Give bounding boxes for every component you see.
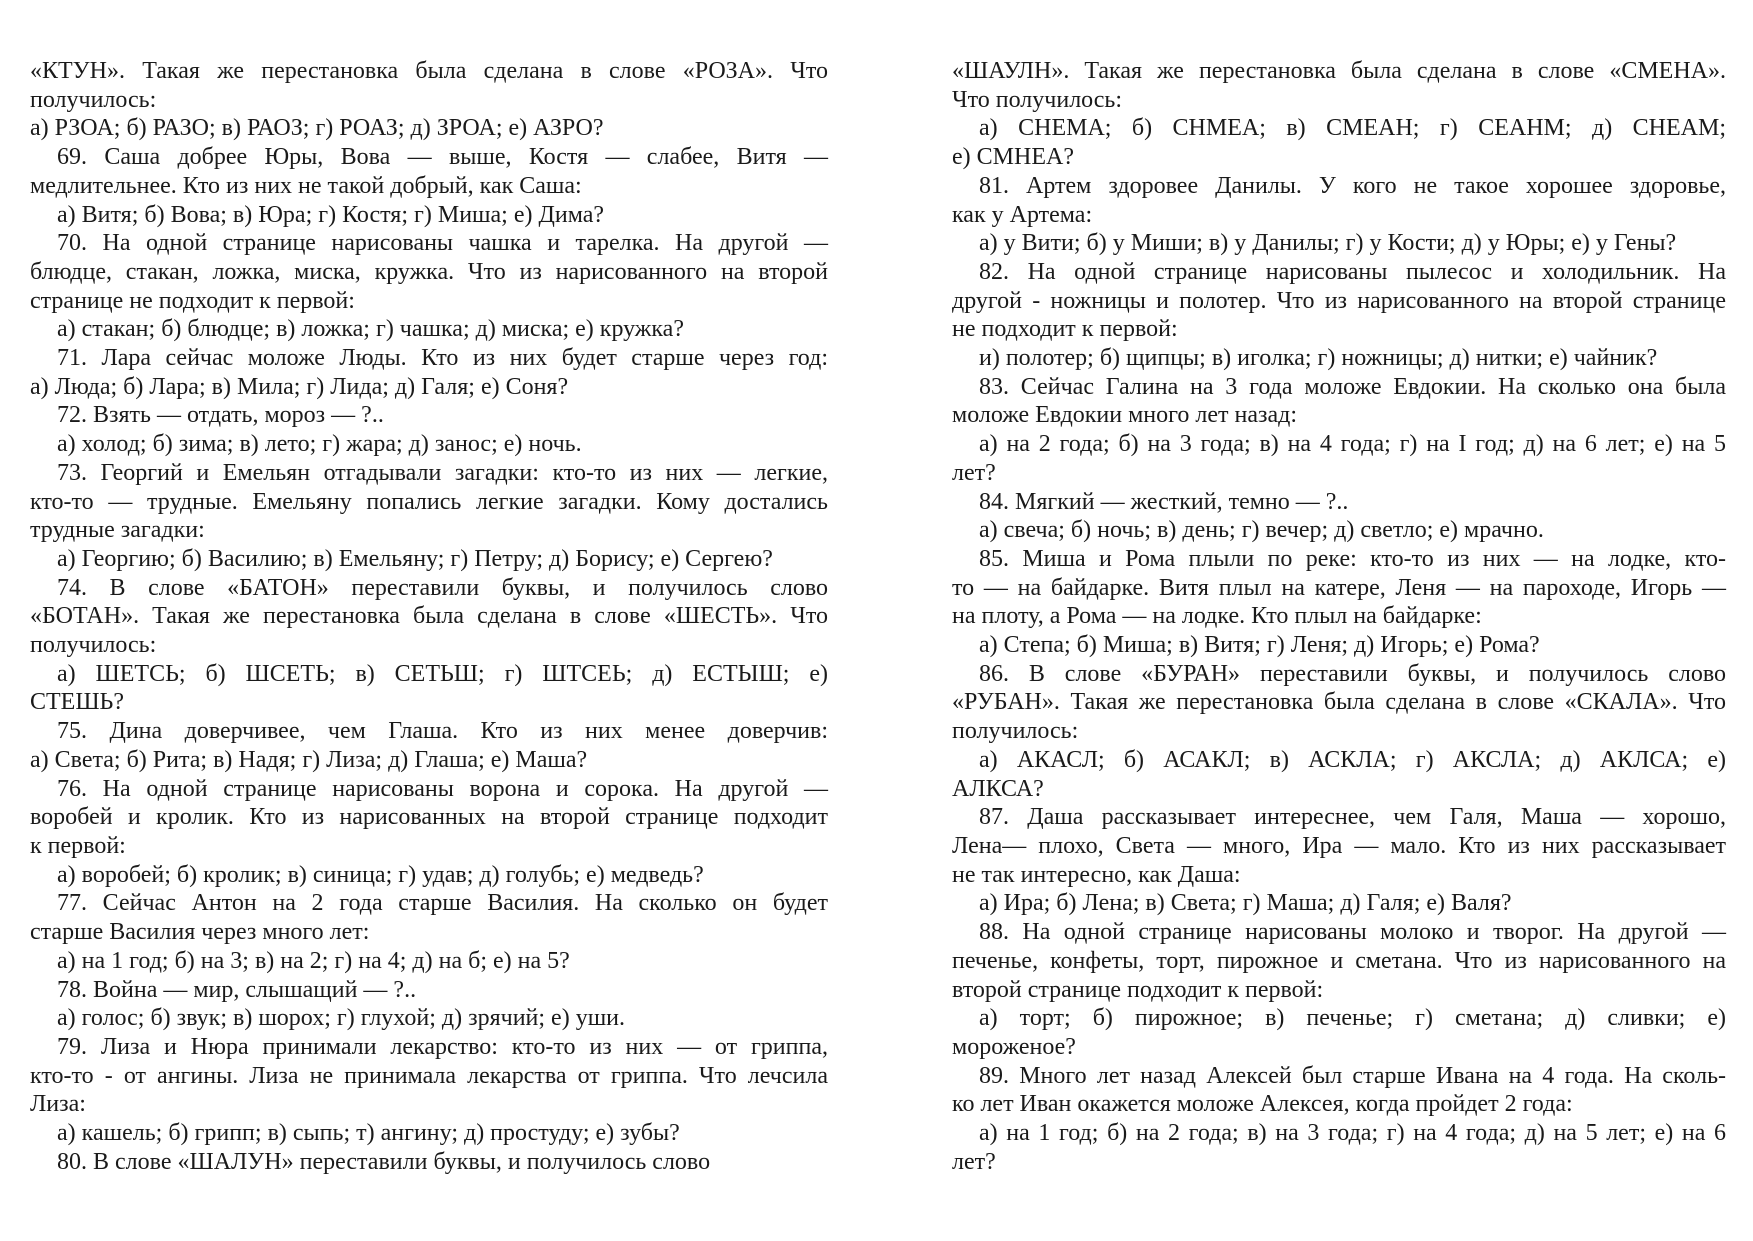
answer-options-a69 <box>30 201 828 230</box>
text-line: 83. Сейчас Галина на 3 года моложе Евдокии. На сколько она была <box>979 373 1726 400</box>
text-line: Что получилось: <box>952 86 1123 113</box>
text-line: 85. Миша и Рома плыли по реке: кто-то из них — на лодке, кто- <box>979 545 1726 572</box>
answer-options-a68 <box>30 114 828 143</box>
answer-options-a77 <box>30 947 828 976</box>
question-q78 <box>30 976 828 1005</box>
text-line: 89. Много лет назад Алексей был старше Ивана на 4 года. На сколь- <box>979 1062 1726 1089</box>
question-q74 <box>30 574 828 660</box>
text-line: 75. Дина доверчивее, чем Глаша. Кто из них менее доверчив: <box>57 718 828 745</box>
text-line: а) холод; б) зима; в) лето; г) жара; д) занос; е) ночь. <box>57 431 582 458</box>
text-line: лет? <box>952 1148 996 1175</box>
answer-options-a89 <box>952 1119 1726 1176</box>
text-line: на плоту, а Рома — на лодке. Кто плыл на байдарке: <box>952 603 1482 630</box>
text-line: а) на 1 год; б) на 2 года; в) на 3 года; г) на 4 года; д) на 5 лет; е) на 6 <box>979 1120 1726 1147</box>
question-q76 <box>30 775 828 861</box>
text-line: а) кашель; б) грипп; в) сыпь; т) ангину; д) простуду; е) зубы? <box>57 1120 680 1147</box>
text-line: «ШАУЛН». Такая же перестановка была сделана в слове «СМЕНА». <box>952 58 1726 84</box>
answer-options-a86 <box>952 746 1726 803</box>
text-line: второй странице подходит к первой: <box>952 976 1324 1003</box>
text-line: а) Георгию; б) Василию; в) Емельяну; г) Петру; д) Борису; е) Сергею? <box>57 545 773 572</box>
text-line: 74. В слове «БАТОН» переставили буквы, и получилось слово <box>57 574 828 601</box>
text-line: воробей и кролик. Кто из нарисованных на второй странице подходит <box>30 804 828 831</box>
answer-options-a70 <box>30 315 828 344</box>
text-line: ко лет Иван окажется моложе Алексея, когда пройдет 2 года: <box>952 1091 1573 1118</box>
text-line: печенье, конфеты, торт, пирожное и сметана. Что из нарисованного на <box>952 947 1726 974</box>
answer-options-a81 <box>952 229 1726 258</box>
text-line: а) Люда; б) Лара; в) Мила; г) Лида; д) Галя; е) Соня? <box>30 373 569 400</box>
text-line: а) торт; б) пирожное; в) печенье; г) сметана; д) сливки; е) <box>979 1005 1726 1032</box>
right-page <box>952 57 1726 1176</box>
text-line: АЛКСА? <box>952 775 1044 802</box>
text-line: а) на 2 года; б) на 3 года; в) на 4 года; г) на I год; д) на 6 лет; е) на 5 <box>979 431 1726 458</box>
text-line: странице не подходит к первой: <box>30 287 355 314</box>
question-q75 <box>30 717 828 774</box>
text-line: старше Василия через много лет: <box>30 919 370 946</box>
question-q82 <box>952 258 1726 344</box>
question-q89 <box>952 1062 1726 1119</box>
text-line: 81. Артем здоровее Данилы. У кого не такое хорошее здоровье, <box>979 172 1726 199</box>
text-line: трудные загадки: <box>30 517 205 544</box>
text-line: 71. Лара сейчас моложе Люды. Кто из них будет старше через год: <box>57 345 828 372</box>
text-line: лет? <box>952 459 996 486</box>
text-line: СТЕШЬ? <box>30 689 124 716</box>
text-line: 88. На одной странице нарисованы молоко и творог. На другой — <box>979 919 1726 946</box>
text-line: получилось: <box>30 632 157 659</box>
question-q79 <box>30 1033 828 1119</box>
answer-options-a83 <box>952 430 1726 487</box>
text-line: 77. Сейчас Антон на 2 года старше Василия. На сколько он будет <box>57 890 828 917</box>
text-line: а) на 1 год; б) на 3; в) на 2; г) на 4; д) на б; е) на 5? <box>57 947 570 974</box>
question-q88 <box>952 918 1726 1004</box>
text-line: 72. Взять — отдать, мороз — ?.. <box>57 402 384 429</box>
text-line: а) АКАСЛ; б) АСАКЛ; в) АСКЛА; г) АКСЛА; д) АКЛСА; е) <box>979 746 1726 773</box>
text-line: кто-то - от ангины. Лиза не принимала лекарства от гриппа. Что лечсила <box>30 1062 828 1089</box>
answer-options-a80 <box>952 114 1726 171</box>
question-p68-end <box>30 57 828 114</box>
text-line: то — на байдарке. Витя плыл на катере, Леня — на пароходе, Игорь — <box>952 574 1726 601</box>
text-line: «БОТАН». Такая же перестановка была сделана в слове «ШЕСТЬ». Что <box>30 603 828 630</box>
text-line: 82. На одной странице нарисованы пылесос и холодильник. На <box>979 258 1726 285</box>
question-q84 <box>952 488 1726 517</box>
question-q81 <box>952 172 1726 229</box>
question-q87 <box>952 803 1726 889</box>
question-q83 <box>952 373 1726 430</box>
text-line: 80. В слове «ШАЛУН» переставили буквы, и получилось слово <box>57 1148 711 1175</box>
answer-options-a82 <box>952 344 1726 373</box>
text-line: блюдце, стакан, ложка, миска, кружка. Что из нарисованного на второй <box>30 258 828 285</box>
answer-options-a74 <box>30 660 828 717</box>
left-page <box>30 57 828 1176</box>
text-line: а) свеча; б) ночь; в) день; г) вечер; д) светло; е) мрачно. <box>979 517 1544 544</box>
question-p80-end <box>952 57 1726 114</box>
question-q86 <box>952 660 1726 746</box>
text-line: моложе Евдокии много лет назад: <box>952 402 1298 429</box>
answer-options-a78 <box>30 1004 828 1033</box>
text-line: 69. Саша добрее Юры, Вова — выше, Костя — слабее, Витя — <box>57 144 828 171</box>
text-line: 78. Война — мир, слышащий — ?.. <box>57 976 417 1003</box>
text-line: а) Витя; б) Вова; в) Юра; г) Костя; г) Миша; е) Дима? <box>57 201 605 228</box>
question-q77 <box>30 889 828 946</box>
text-line: а) Степа; б) Миша; в) Витя; г) Леня; д) Игорь; е) Рома? <box>979 632 1540 659</box>
text-line: Лиза: <box>30 1091 86 1118</box>
answer-options-a76 <box>30 861 828 890</box>
answer-options-a84 <box>952 516 1726 545</box>
text-line: 76. На одной странице нарисованы ворона и сорока. На другой — <box>57 775 828 802</box>
question-q70 <box>30 229 828 315</box>
text-line: 87. Даша рассказывает интереснее, чем Галя, Маша — хорошо, <box>979 804 1726 831</box>
answer-options-a72 <box>30 430 828 459</box>
answer-options-a87 <box>952 889 1726 918</box>
text-line: получилось: <box>952 718 1079 745</box>
text-line: не подходит к первой: <box>952 316 1178 343</box>
question-q69 <box>30 143 828 200</box>
text-line: 79. Лиза и Нюра принимали лекарство: кто-то из них — от гриппа, <box>57 1033 828 1060</box>
question-q72 <box>30 401 828 430</box>
text-line: 86. В слове «БУРАН» переставили буквы, и получилось слово <box>979 660 1726 687</box>
text-line: 73. Георгий и Емельян отгадывали загадки: кто-то из них — легкие, <box>57 459 828 486</box>
text-line: а) стакан; б) блюдце; в) ложка; г) чашка; д) миска; е) кружка? <box>57 316 684 343</box>
answer-options-a88 <box>952 1004 1726 1061</box>
text-line: кто-то — трудные. Емельяну попались легкие загадки. Кому достались <box>30 488 828 515</box>
text-line: а) РЗОА; б) РАЗО; в) РАОЗ; г) РОАЗ; д) ЗРОА; е) АЗРО? <box>30 115 604 142</box>
text-line: медлительнее. Кто из них не такой добрый, как Саша: <box>30 172 582 199</box>
text-line: а) ШЕТСЬ; б) ШСЕТЬ; в) СЕТЬШ; г) ШТСЕЬ; д) ЕСТЫШ; е) <box>57 660 828 687</box>
question-q80 <box>30 1148 828 1177</box>
text-line: а) Ира; б) Лена; в) Света; г) Маша; д) Галя; е) Валя? <box>979 890 1512 917</box>
text-line: другой - ножницы и полотер. Что из нарисованного на второй странице <box>952 287 1726 314</box>
answer-options-a85 <box>952 631 1726 660</box>
text-line: как у Артема: <box>952 201 1093 228</box>
text-line: а) СНЕМА; б) СНМЕА; в) СМЕАН; г) СЕАНМ; д) СНЕАМ; <box>979 115 1726 142</box>
text-line: мороженое? <box>952 1033 1076 1060</box>
text-line: 70. На одной странице нарисованы чашка и тарелка. На другой — <box>57 230 828 257</box>
text-line: а) у Вити; б) у Миши; в) у Данилы; г) у Кости; д) у Юры; е) у Гены? <box>979 230 1677 257</box>
question-q73 <box>30 459 828 545</box>
question-q85 <box>952 545 1726 631</box>
question-q71 <box>30 344 828 401</box>
text-line: к первой: <box>30 832 126 859</box>
text-line: а) воробей; б) кролик; в) синица; г) удав; д) голубь; е) медведь? <box>57 861 704 888</box>
text-line: «КТУН». Такая же перестановка была сделана в слове «РОЗА». Что <box>30 58 828 84</box>
text-line: не так интересно, как Даша: <box>952 861 1241 888</box>
text-line: а) голос; б) звук; в) шорох; г) глухой; д) зрячий; е) уши. <box>57 1005 626 1032</box>
text-line: получилось: <box>30 86 157 113</box>
text-line: 84. Мягкий — жесткий, темно — ?.. <box>979 488 1349 515</box>
text-line: Лена— плохо, Света — много, Ира — мало. Кто из них рассказывает <box>952 832 1726 859</box>
text-line: а) Света; б) Рита; в) Надя; г) Лиза; д) Глаша; е) Маша? <box>30 746 588 773</box>
answer-options-a73 <box>30 545 828 574</box>
answer-options-a79 <box>30 1119 828 1148</box>
text-line: и) полотер; б) щипцы; в) иголка; г) ножницы; д) нитки; е) чайник? <box>979 345 1658 372</box>
text-line: е) СМНЕА? <box>952 144 1074 171</box>
text-line: «РУБАН». Такая же перестановка была сделана в слове «СКАЛА». Что <box>952 689 1726 716</box>
